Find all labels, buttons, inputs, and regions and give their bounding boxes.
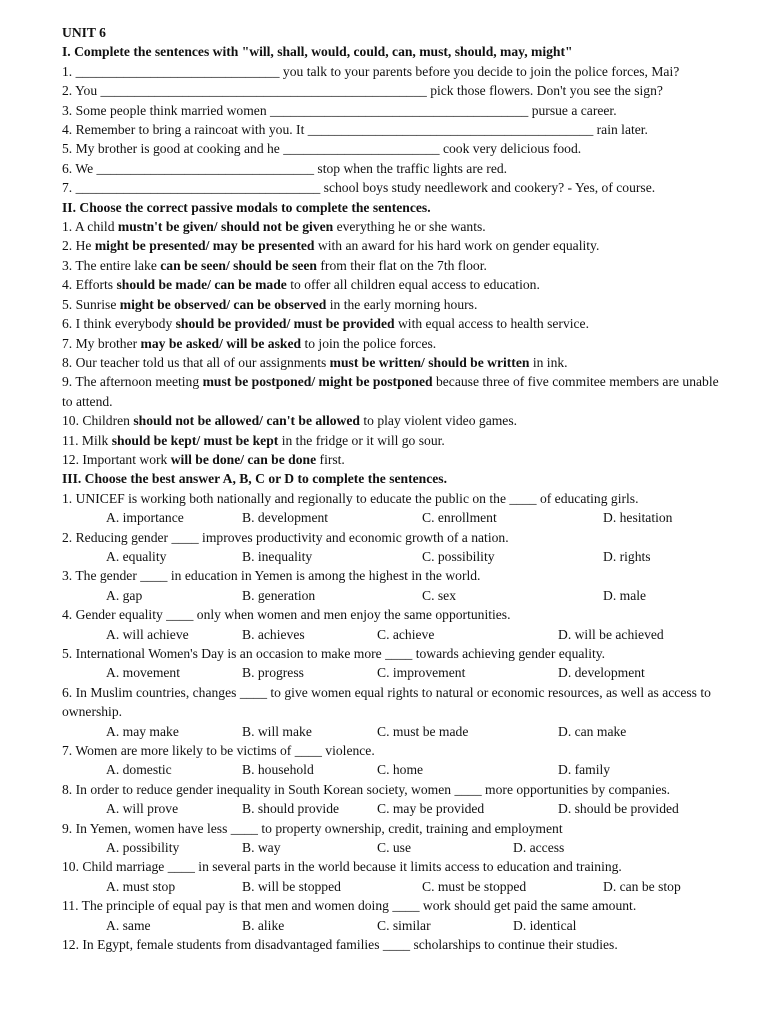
answer-option: B. should provide [242, 801, 340, 817]
sentence-item [62, 372, 732, 411]
answer-options [62, 916, 732, 935]
sentence-item [62, 314, 732, 333]
answer-option: D. can be stop [603, 878, 681, 894]
answer-option: D. can make [558, 723, 627, 739]
section-2-heading: II. Choose the correct passive modals to complete the sentences. [62, 199, 431, 215]
answer-option: B. way [242, 839, 281, 855]
sentence-end: in the fridge or it will go sour. [278, 432, 445, 448]
answer-option: A. movement [106, 665, 180, 681]
sentence-end: pick those flowers. Don't you see the sign? [426, 83, 663, 99]
answer-options [62, 838, 732, 857]
answer-blank: __________________________________________ [307, 122, 594, 138]
answer-option: A. must stop [106, 878, 176, 894]
question-text: 7. Women are more likely to be victims of ____ violence. [62, 742, 375, 758]
sentence-start: 9. The afternoon meeting [62, 374, 203, 390]
sentence-end: in the early morning hours. [326, 296, 478, 312]
question-text: 11. The principle of equal pay is that men and women doing ____ work should get paid the same amount. [62, 898, 637, 914]
sentence-start: 2. You [62, 83, 101, 99]
answer-options [62, 625, 732, 644]
answer-blank: ________________________________________________ [100, 83, 427, 99]
sentence-end: you talk to your parents before you decide to join the police forces, Mai? [279, 63, 680, 79]
answer-option: B. progress [242, 665, 304, 681]
answer-option: C. must be made [377, 723, 469, 739]
sentence-start: 5. My brother is good at cooking and he [62, 141, 284, 157]
question-text: 6. In Muslim countries, changes ____ to give women equal rights to natural or economic resources, as well as access to ownership. [62, 684, 711, 720]
answer-option: C. sex [422, 587, 456, 603]
answer-option: D. identical [513, 917, 577, 933]
answer-options [62, 508, 732, 527]
answer-option: A. gap [106, 587, 143, 603]
answer-options [62, 799, 732, 818]
answer-option: D. development [558, 665, 645, 681]
modal-choices: should not be allowed/ can't be allowed [133, 413, 360, 429]
answer-options [62, 722, 732, 741]
answer-blank: ____________________________________ [75, 180, 321, 196]
answer-option: A. will prove [106, 801, 179, 817]
sentence-start: 11. Milk [62, 432, 112, 448]
answer-option: D. family [558, 762, 611, 778]
modal-choices: can be seen/ should be seen [160, 257, 317, 273]
answer-option: C. may be provided [377, 801, 485, 817]
sentence-item [62, 431, 732, 450]
modal-choices: might be presented/ may be presented [94, 238, 315, 254]
answer-option: B. will be stopped [242, 878, 341, 894]
answer-options [62, 586, 732, 605]
sentence-end: pursue a career. [528, 102, 617, 118]
sentence-item [62, 139, 732, 158]
sentence-start: 2. He [62, 238, 95, 254]
answer-options [62, 760, 732, 779]
answer-option: B. alike [242, 917, 285, 933]
answer-blank: _______________________ [283, 141, 440, 157]
section-1-items [62, 62, 732, 198]
modal-choices: must be postponed/ might be postponed [202, 374, 433, 390]
sentence-start: 4. Remember to bring a raincoat with you. It [62, 122, 308, 138]
sentence-start: 8. Our teacher told us that all of our assignments [62, 354, 330, 370]
answer-option: B. development [242, 510, 329, 526]
sentence-item [62, 101, 732, 120]
sentence-end: everything he or she wants. [333, 219, 486, 235]
sentence-end: to offer all children equal access to education. [286, 277, 540, 293]
answer-blank: ________________________________ [96, 160, 315, 176]
answer-option: A. domestic [106, 762, 172, 778]
sentence-start: 3. Some people think married women [62, 102, 271, 118]
answer-option: A. importance [106, 510, 184, 526]
sentence-end: from their flat on the 7th floor. [317, 257, 487, 273]
question-text: 4. Gender equality ____ only when women and men enjoy the same opportunities. [62, 607, 511, 623]
sentence-item [62, 81, 732, 100]
sentence-end: first. [316, 451, 345, 467]
sentence-item [62, 353, 732, 372]
question-text: 12. In Egypt, female students from disadvantaged families ____ scholarships to continue their studies. [62, 936, 618, 952]
sentence-start: 6. We [62, 160, 97, 176]
modal-choices: mustn't be given/ should not be given [117, 219, 334, 235]
answer-option: C. enrollment [422, 510, 497, 526]
sentence-item [62, 256, 732, 275]
sentence-end: rain later. [593, 122, 648, 138]
answer-blank: ______________________________________ [270, 102, 529, 118]
sentence-end: cook very delicious food. [439, 141, 582, 157]
sentence-end: stop when the traffic lights are red. [314, 160, 508, 176]
section-3-heading: III. Choose the best answer A, B, C or D to complete the sentences. [62, 471, 447, 487]
sentence-end: to play violent video games. [359, 413, 518, 429]
answer-options [62, 547, 732, 566]
modal-choices: must be written/ should be written [329, 354, 530, 370]
modal-choices: should be kept/ must be kept [111, 432, 279, 448]
sentence-item [62, 178, 732, 197]
sentence-start: 6. I think everybody [62, 316, 176, 332]
question-text: 5. International Women's Day is an occasion to make more ____ towards achieving gender equality. [62, 645, 606, 661]
answer-option: B. generation [242, 587, 316, 603]
answer-option: D. male [603, 587, 647, 603]
answer-option: C. achieve [377, 626, 435, 642]
answer-blank: ______________________________ [75, 63, 280, 79]
answer-option: C. must be stopped [422, 878, 527, 894]
answer-option: D. should be provided [558, 801, 679, 817]
sentence-item [62, 236, 732, 255]
sentence-end: to join the police forces. [301, 335, 437, 351]
sentence-item [62, 450, 732, 469]
sentence-item [62, 159, 732, 178]
answer-option: A. may make [106, 723, 179, 739]
section-3-items [62, 489, 732, 955]
sentence-start: 3. The entire lake [62, 257, 161, 273]
answer-option: C. possibility [422, 548, 495, 564]
answer-option: A. possibility [106, 839, 180, 855]
sentence-start: 7. My brother [62, 335, 141, 351]
answer-options [62, 877, 732, 896]
worksheet [62, 23, 732, 954]
modal-choices: might be observed/ can be observed [119, 296, 327, 312]
answer-option: B. will make [242, 723, 312, 739]
question-text: 3. The gender ____ in education in Yemen is among the highest in the world. [62, 568, 481, 584]
modal-choices: will be done/ can be done [170, 451, 317, 467]
answer-options [62, 663, 732, 682]
modal-choices: may be asked/ will be asked [140, 335, 302, 351]
sentence-item [62, 411, 732, 430]
question-text: 9. In Yemen, women have less ____ to property ownership, credit, training and employment [62, 820, 563, 836]
answer-option: C. home [377, 762, 424, 778]
sentence-start: 5. Sunrise [62, 296, 120, 312]
sentence-end: with an award for his hard work on gender equality. [314, 238, 600, 254]
section-2-items [62, 217, 732, 469]
answer-option: A. same [106, 917, 151, 933]
answer-option: D. hesitation [603, 510, 673, 526]
sentence-item [62, 62, 732, 81]
sentence-item [62, 275, 732, 294]
answer-option: D. will be achieved [558, 626, 664, 642]
sentence-item [62, 334, 732, 353]
sentence-end: because three of five commitee members are unable to attend. [62, 374, 719, 409]
question-text: 1. UNICEF is working both nationally and regionally to educate the public on the ____ of educating girls. [62, 490, 639, 506]
question-text: 10. Child marriage ____ in several parts in the world because it limits access to education and training. [62, 859, 622, 875]
modal-choices: should be made/ can be made [116, 277, 287, 293]
answer-option: B. achieves [242, 626, 305, 642]
sentence-start: 4. Efforts [62, 277, 117, 293]
modal-choices: should be provided/ must be provided [175, 316, 395, 332]
sentence-item [62, 120, 732, 139]
unit-title: UNIT 6 [62, 25, 106, 40]
answer-option: C. similar [377, 917, 431, 933]
question-text: 2. Reducing gender ____ improves productivity and economic growth of a nation. [62, 529, 509, 545]
question-text: 8. In order to reduce gender inequality in South Korean society, women ____ more opportunities by companies. [62, 781, 671, 797]
sentence-item [62, 217, 732, 236]
answer-option: A. will achieve [106, 626, 189, 642]
sentence-item [62, 295, 732, 314]
sentence-start: 12. Important work [62, 451, 171, 467]
answer-option: C. improvement [377, 665, 466, 681]
answer-option: B. household [242, 762, 314, 778]
sentence-end: school boys study needlework and cookery? - Yes, of course. [320, 180, 656, 196]
answer-option: A. equality [106, 548, 167, 564]
answer-option: B. inequality [242, 548, 313, 564]
answer-option: C. use [377, 839, 411, 855]
sentence-start: 7. [62, 180, 76, 196]
sentence-start: 1. [62, 63, 76, 79]
sentence-start: 10. Children [62, 413, 134, 429]
answer-option: D. rights [603, 548, 651, 564]
answer-option: D. access [513, 839, 565, 855]
sentence-end: in ink. [529, 354, 568, 370]
section-1-heading: I. Complete the sentences with "will, shall, would, could, can, must, should, may, might" [62, 44, 573, 60]
sentence-end: with equal access to health service. [394, 316, 589, 332]
sentence-start: 1. A child [62, 219, 118, 235]
